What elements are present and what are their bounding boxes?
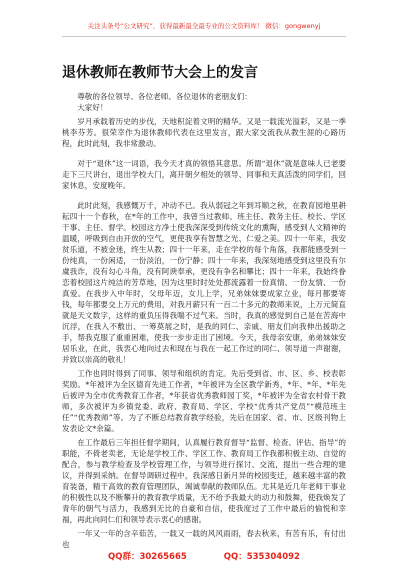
promo-banner-text: 关注头条号“公文研究”，获得最新最全最专业的公文资料库！ 微信：gongwenyj: [87, 22, 321, 30]
paragraph: 岁月承载着历史的步伐，天地积淀着文明的精华。又是一载流光溢彩，又是一季桃李芬芳。很荣幸作为退休教师代表在这里发言，跟大家交流我从教生涯的心路历程，此时此刻，我非常激动。: [62, 117, 346, 148]
paragraph: 对于“退休”这一词语，我今天才真的领悟其意思。所谓“退休”就是意味人已老要走下三尺讲台，退出学校大门，离开朝夕相处的领导、同事和天真活泼的同学们，回家休息，安度晚年。: [62, 159, 346, 190]
paragraph: 在工作最后三年担任督学期间，认真履行教育督导“监督、检查、评估、指导”的职能，不倚老卖老，无论是学校工作、学区工作、教育局工作我都积极主动、自觉的配合，参与教学检查及学校管理工作，与领导进行探讨、交流，提出一些合理的建议，并得到采纳。在督导调研过程中，我深感日新月异的校园变迁，越来越丰富的教育装备，精干高效的教育管理团队，竭诚奉献的教师队伍。尤其是近几年老师干事业的积极性以及不断攀升的教育教学质量，无不给予我最大的动力和鼓舞，使我焕发了青年的朝气与活力，我感到无比的自豪和自信，使我度过了工作中最后的愉悦和幸福，再此向同仁们和领导表示衷心的感谢。: [62, 438, 346, 524]
contact-footer: [0, 551, 408, 563]
paragraph: 工作也同时得到了同事、领导和组织的肯定。先后受到省、市、区、乡、校表彰奖励。*年被评为全区德育先进工作者，*年被评为全区教学新秀，*年、*年、*年先后被评为全市优秀教育工作者，*年获省优秀教师园丁奖，*年被评为全省农村骨干教师，多次被评为乡镇党委、政府、教育局、学区、学校“优秀共产党员”“模范班主任”“优秀教师”等。为了不断总结教育教学经验，先后在国家、省、市、区级刊物上发表论文*余篇。: [62, 369, 346, 433]
paragraph: 此时此刻，我感慨万千，冲动不已。我从弱冠之年到耳顺之秋，在教育园地里耕耘四十一个春秋，在*年的工作中，我曾当过教师、班主任、教务主任、校长、学区干事、主任、督学。校园这方净土使我深深受到传统文化的熏陶，感受到人文精神的温暖，呼吸到自由开放的空气，更使我享有智慧之光、仁爱之美。四十一年来，我安贫乐道，不被金迷，终生从教；四十一年来，走在学校的每个角落，我都能感受到一份纯真，一份闲适，一份淡泊，一份宁静；四十一年来，我深刻地感受到这里没有尔虞我诈，没有勾心斗角，没有阿谀奉承，更没有争名和攀比；四十一年来，我始终眷恋着校园这片纯洁的芳草地，因为这里时时处处都流露着一份真情、一份友情、一份真爱。在我步入中年时，父母年迈，女儿上学，兄弟妹妹要成家立业，每月都要寄钱，每年都要交上万元的费用，对我月薪只有一百二十多元的教师来说，上万元简直就是天文数字，这样的重负压得我喘不过气来。当时，我真的感觉到自己是在苦海中沉浮，在我入不敷出、一筹莫展之时，是我的同仁、亲戚、朋友们向我伸出援助之手，帮我克服了重重困难，使我一步步走出了困境。今天，我母亲安康，弟弟妹妹安居乐业，在此，我衷心地向过去和现在与我在一起工作过的同仁、领导道一声谢谢，并致以崇高的敬礼！: [62, 201, 346, 364]
promo-banner: [62, 16, 346, 37]
salutation: 尊敬的各位领导、各位老师、各位退休的老朋友们：: [77, 92, 252, 101]
paragraph: 一年又一年的含辛茹苦，一载又一载的风风雨雨，春去秋来，有苦有乐，有付出也: [62, 529, 346, 549]
document-body: [62, 91, 346, 551]
qq-number: QQ：535304092: [223, 552, 300, 562]
qq-group-number: QQ群：30265665: [108, 552, 187, 562]
document-title: 退休教师在教师节大会上的发言: [62, 65, 258, 81]
greeting: 大家好！: [77, 103, 108, 112]
